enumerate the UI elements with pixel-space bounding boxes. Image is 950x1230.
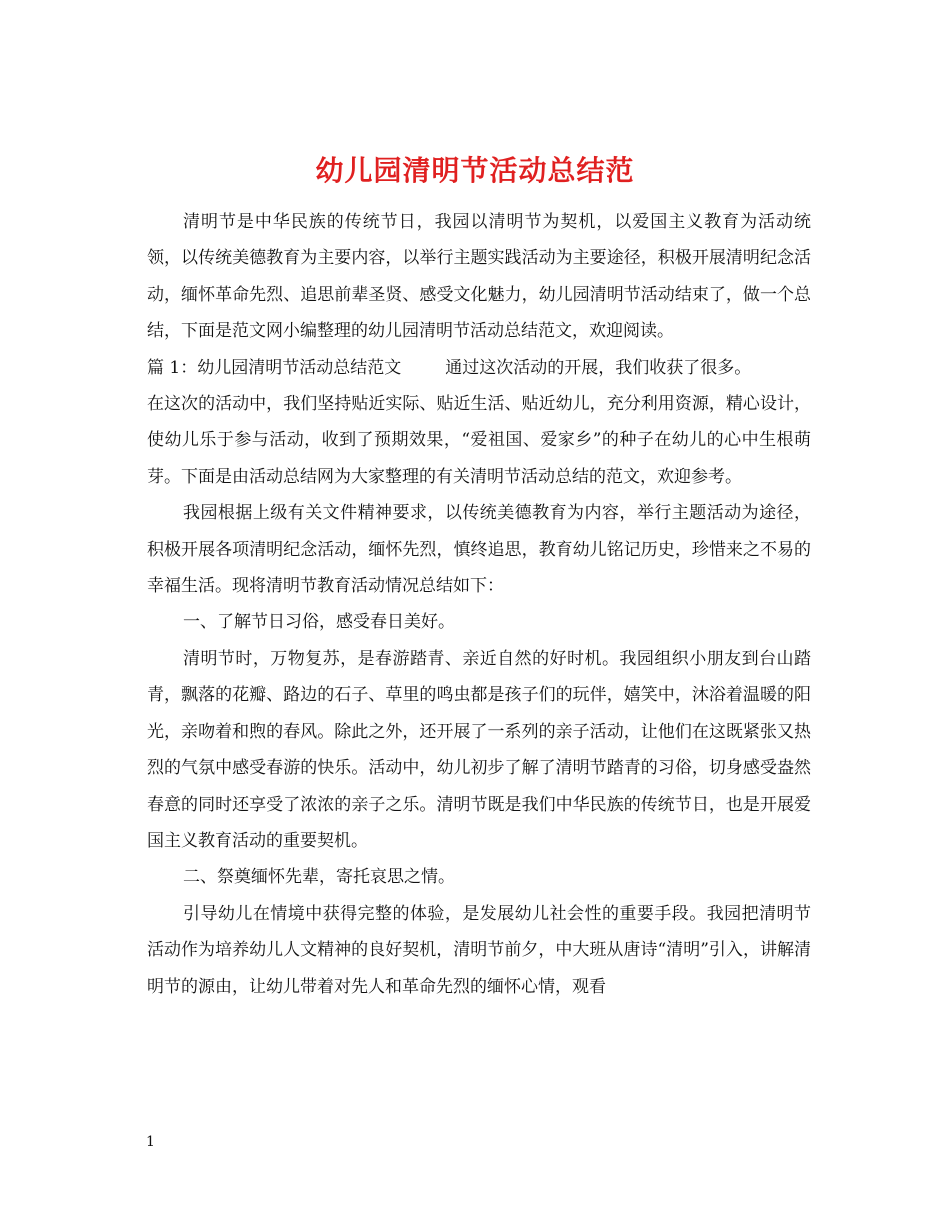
paragraph-3: 清明节时，万物复苏，是春游踏青、亲近自然的好时机。我园组织小朋友到台山踏青，飘落的花瓣、路边的石子、草里的鸣虫都是孩子们的玩伴，嬉笑中，沐浴着温暖的阳光，亲吻着和煦的春风。除此之外，还开展了一系列的亲子活动，让他们在这既紧张又热烈的气氛中感受春游的快乐。活动中，幼儿初步了解了清明节踏青的习俗，切身感受盎然春意的同时还享受了浓浓的亲子之乐。清明节既是我们中华民族的传统节日，也是开展爱国主义教育活动的重要契机。 — [147, 648, 811, 851]
section-heading: 篇 1：幼儿园清明节活动总结范文 — [147, 357, 402, 378]
heading-1: 一、了解节日习俗，感受春日美好。 — [183, 612, 455, 633]
section-heading-line — [147, 350, 811, 386]
intro-paragraph: 清明节是中华民族的传统节日，我园以清明节为契机，以爱国主义教育为活动统领，以传统美德教育为主要内容，以举行主题实践活动为主要途径，积极开展清明纪念活动，缅怀革命先烈、追思前辈圣贤、感受文化魅力，幼儿园清明节活动结束了，做一个总结，下面是范文网小编整理的幼儿园清明节活动总结范文，欢迎阅读。 — [147, 212, 811, 342]
document-title: 幼儿园清明节活动总结范 — [315, 153, 635, 187]
paragraph-2: 我园根据上级有关文件精神要求，以传统美德教育为内容，举行主题活动为途径，积极开展各项清明纪念活动，缅怀先烈，慎终追思，教育幼儿铭记历史，珍惜来之不易的幸福生活。现将清明节教育活动情况总结如下： — [147, 503, 811, 597]
paragraph-4: 引导幼儿在情境中获得完整的体验，是发展幼儿社会性的重要手段。我园把清明节活动作为培养幼儿人文精神的良好契机，清明节前夕，中大班从唐诗“清明”引入，讲解清明节的源由，让幼儿带着对先人和革命先烈的缅怀心情，观看 — [147, 903, 811, 997]
section-lead: 通过这次活动的开展，我们收获了很多。 — [445, 357, 752, 378]
heading-2: 二、祭奠缅怀先辈，寄托哀思之情。 — [183, 867, 455, 888]
section-body-paragraph: 在这次的活动中，我们坚持贴近实际、贴近生活、贴近幼儿，充分利用资源，精心设计，使幼儿乐于参与活动，收到了预期效果，“爱祖国、爱家乡”的种子在幼儿的心中生根萌芽。下面是由活动总结网为大家整理的有关清明节活动总结的范文，欢迎参考。 — [147, 394, 811, 487]
page-number: 1 — [146, 1134, 155, 1150]
document-body — [147, 204, 811, 1005]
